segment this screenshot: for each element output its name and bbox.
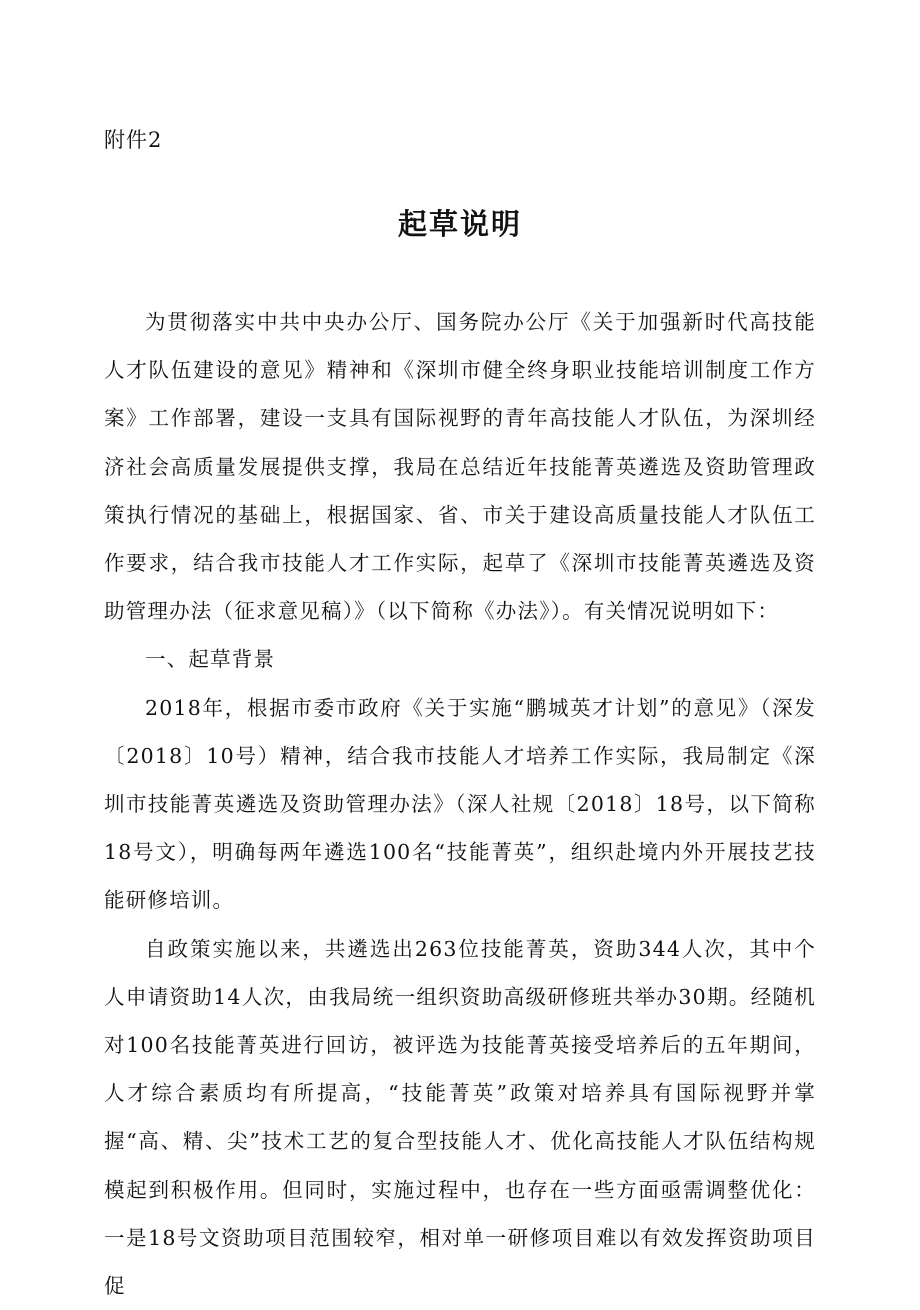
page-title: 起草说明: [397, 207, 522, 241]
attachment-label: 附件2: [104, 128, 163, 152]
background-paragraph: 2018年，根据市委市政府《关于实施“鹏城英才计划”的意见》（深发〔2018〕10号）精神，结合我市技能人才培养工作实际，我局制定《深圳市技能菁英遴选及资助管理办法》（深人社规〔2018〕18号，以下简称18号文），明确每两年遴选100名“技能菁英”，组织赴境内外开展技艺技能研修培训。: [104, 695, 816, 913]
section-heading-background: 一、起草背景: [145, 647, 276, 672]
implementation-paragraph: 自政策实施以来，共遴选出263位技能菁英，资助344人次，其中个人申请资助14人次，由我局统一组织资助高级研修班共举办30期。经随机对100名技能菁英进行回访，被评选为技能菁英接受培养后的五年期间，人才综合素质均有所提高，“技能菁英”政策对培养具有国际视野并掌握“高、精、尖”技术工艺的复合型技能人才、优化高技能人才队伍结构规模起到积极作用。但同时，实施过程中，也存在一些方面亟需调整优化：一是18号文资助项目范围较窄，相对单一研修项目难以有效发挥资助项目促: [104, 936, 816, 1299]
intro-paragraph: 为贯彻落实中共中央办公厅、国务院办公厅《关于加强新时代高技能人才队伍建设的意见》精神和《深圳市健全终身职业技能培训制度工作方案》工作部署，建设一支具有国际视野的青年高技能人才队伍，为深圳经济社会高质量发展提供支撑，我局在总结近年技能菁英遴选及资助管理政策执行情况的基础上，根据国家、省、市关于建设高质量技能人才队伍工作要求，结合我市技能人才工作实际，起草了《深圳市技能菁英遴选及资助管理办法（征求意见稿）》（以下简称《办法》）。有关情况说明如下：: [104, 310, 816, 624]
document-body: [104, 298, 816, 1310]
